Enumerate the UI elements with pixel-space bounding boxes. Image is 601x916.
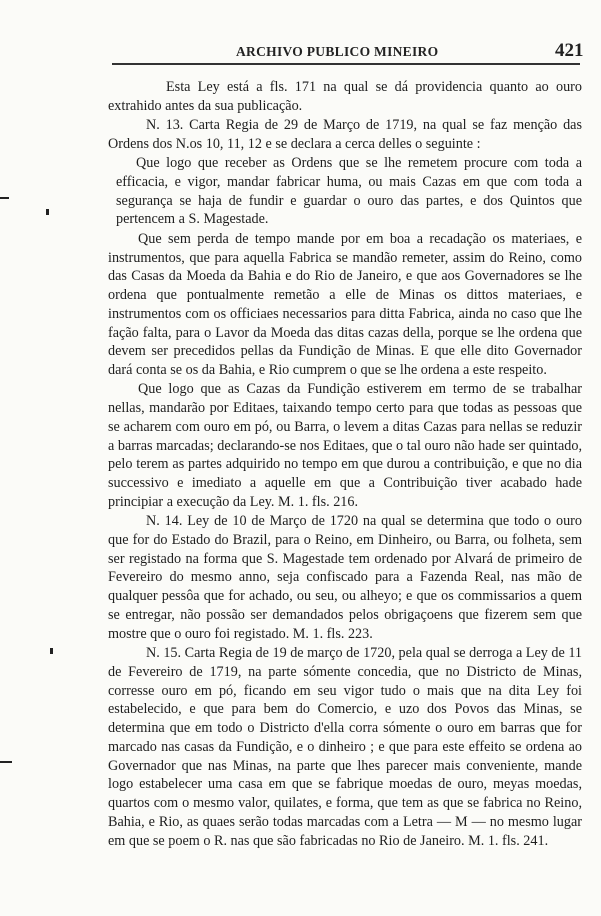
paragraph: Esta Ley está a fls. 171 na qual se dá providencia quanto ao ouro extrahido antes da sua publicação. bbox=[108, 79, 582, 114]
quoted-paragraph: Que logo que receber as Ordens que se lhe remetem procure com toda a efficacia, e vigor, mandar fabricar huma, ou mais Cazas em que com toda a segurança se haja de fundir e guardar o ouro das partes, e dos Quintos que pertencem a S. Magestade. bbox=[116, 155, 582, 228]
margin-tick bbox=[0, 197, 9, 199]
margin-tick bbox=[0, 761, 12, 763]
page-number: 421 bbox=[555, 40, 584, 61]
margin-dot bbox=[50, 648, 53, 654]
document-body bbox=[108, 78, 582, 850]
margin-dot bbox=[46, 209, 49, 215]
header-rule bbox=[112, 63, 580, 65]
running-title: ARCHIVO PUBLICO MINEIRO bbox=[236, 44, 439, 59]
paragraph: Que sem perda de tempo mande por em boa a recadação os materiaes, e instrumentos, que para aquella Fabrica se mandão remeter, assim do Reino, como das Casas da Moeda da Bahia e do Rio de Janeiro, e que aos Governadores se lhe ordena que pontualmente remetão a elle de Minas os dittos materiaes, e instrumentos com os officiaes necessarios para ditta Fabrica, ainda no caso que lhe fação falta, para o Lavor da Moeda das ditas cazas della, porque se lhe ordena que devem ser precedidos pellas da Fundição de Minas. E que elle dito Governador dará conta se os da Bahia, e Rio cumprem o que se lhe ordena a este respeito. bbox=[108, 230, 582, 379]
paragraph: N. 13. Carta Regia de 29 de Março de 1719, na qual se faz menção das Ordens dos N.os 10, 11, 12 e se declara a cerca delles o seguinte : bbox=[108, 117, 582, 152]
paragraph: N. 14. Ley de 10 de Março de 1720 na qual se determina que todo o ouro que for do Estado do Brazil, para o Reino, em Dinheiro, ou Barra, ou folheta, sem ser registado na forma que S. Magestade tem ordenado por Alvará de primeiro de Fevereiro do mesmo anno, seja confiscado para a Fazenda Real, nas mão de qualquer pessôa que for achado, ou seu, ou alheyo; e que os commissarios a quem se entregar, não possão ser demandados pelos obrigaçoens que fizerem sem que mostre que o ouro foi registado. M. 1. fls. 223. bbox=[108, 513, 582, 642]
paragraph: N. 15. Carta Regia de 19 de março de 1720, pela qual se derroga a Ley de 11 de Fevereiro de 1719, na parte sómente concedia, que no Districto de Minas, corresse ouro em pó, ficando em seu vigor tudo o mais que na dita Ley foi estabelecido, e que para bem do Comercio, e uzo dos Povos das Minas, se determina que em todo o Districto d'ella corra sómente o ouro em barras que for marcado nas casas da Fundição, e o dinheiro ; e que para este effeito se ordena ao Governador que nas Minas, na parte que lhes parecer mais conveniente, mande logo estabelecer uma casa em que se fabrique moedas de ouro, meyas moedas, quartos com o mesmo valor, quilates, e forma, que tem as que se fabrica no Reino, Bahia, e Rio, as quaes serão todas marcadas com a Letra — M — no mesmo lugar em que se poem o R. nas que são fabricadas no Rio de Janeiro. M. 1. fls. 241. bbox=[108, 645, 582, 849]
page-header bbox=[0, 38, 601, 62]
paragraph: Que logo que as Cazas da Fundição estiverem em termo de se trabalhar nellas, mandarão por Editaes, taixando tempo certo para que todas as pessoas que se acharem com ouro em pó, ou Barra, o levem a ditas Cazas para nellas se reduzir a barras marcadas; declarando-se nos Editaes, que o tal ouro não hade ser quintado, pelo terem as partes adquirido no tempo em que durou a contribuição, e que no dia successivo e imediato a aquelle em que a Contribuição tiver acabado hade principiar a execução da Ley. M. 1. fls. 216. bbox=[108, 381, 582, 510]
